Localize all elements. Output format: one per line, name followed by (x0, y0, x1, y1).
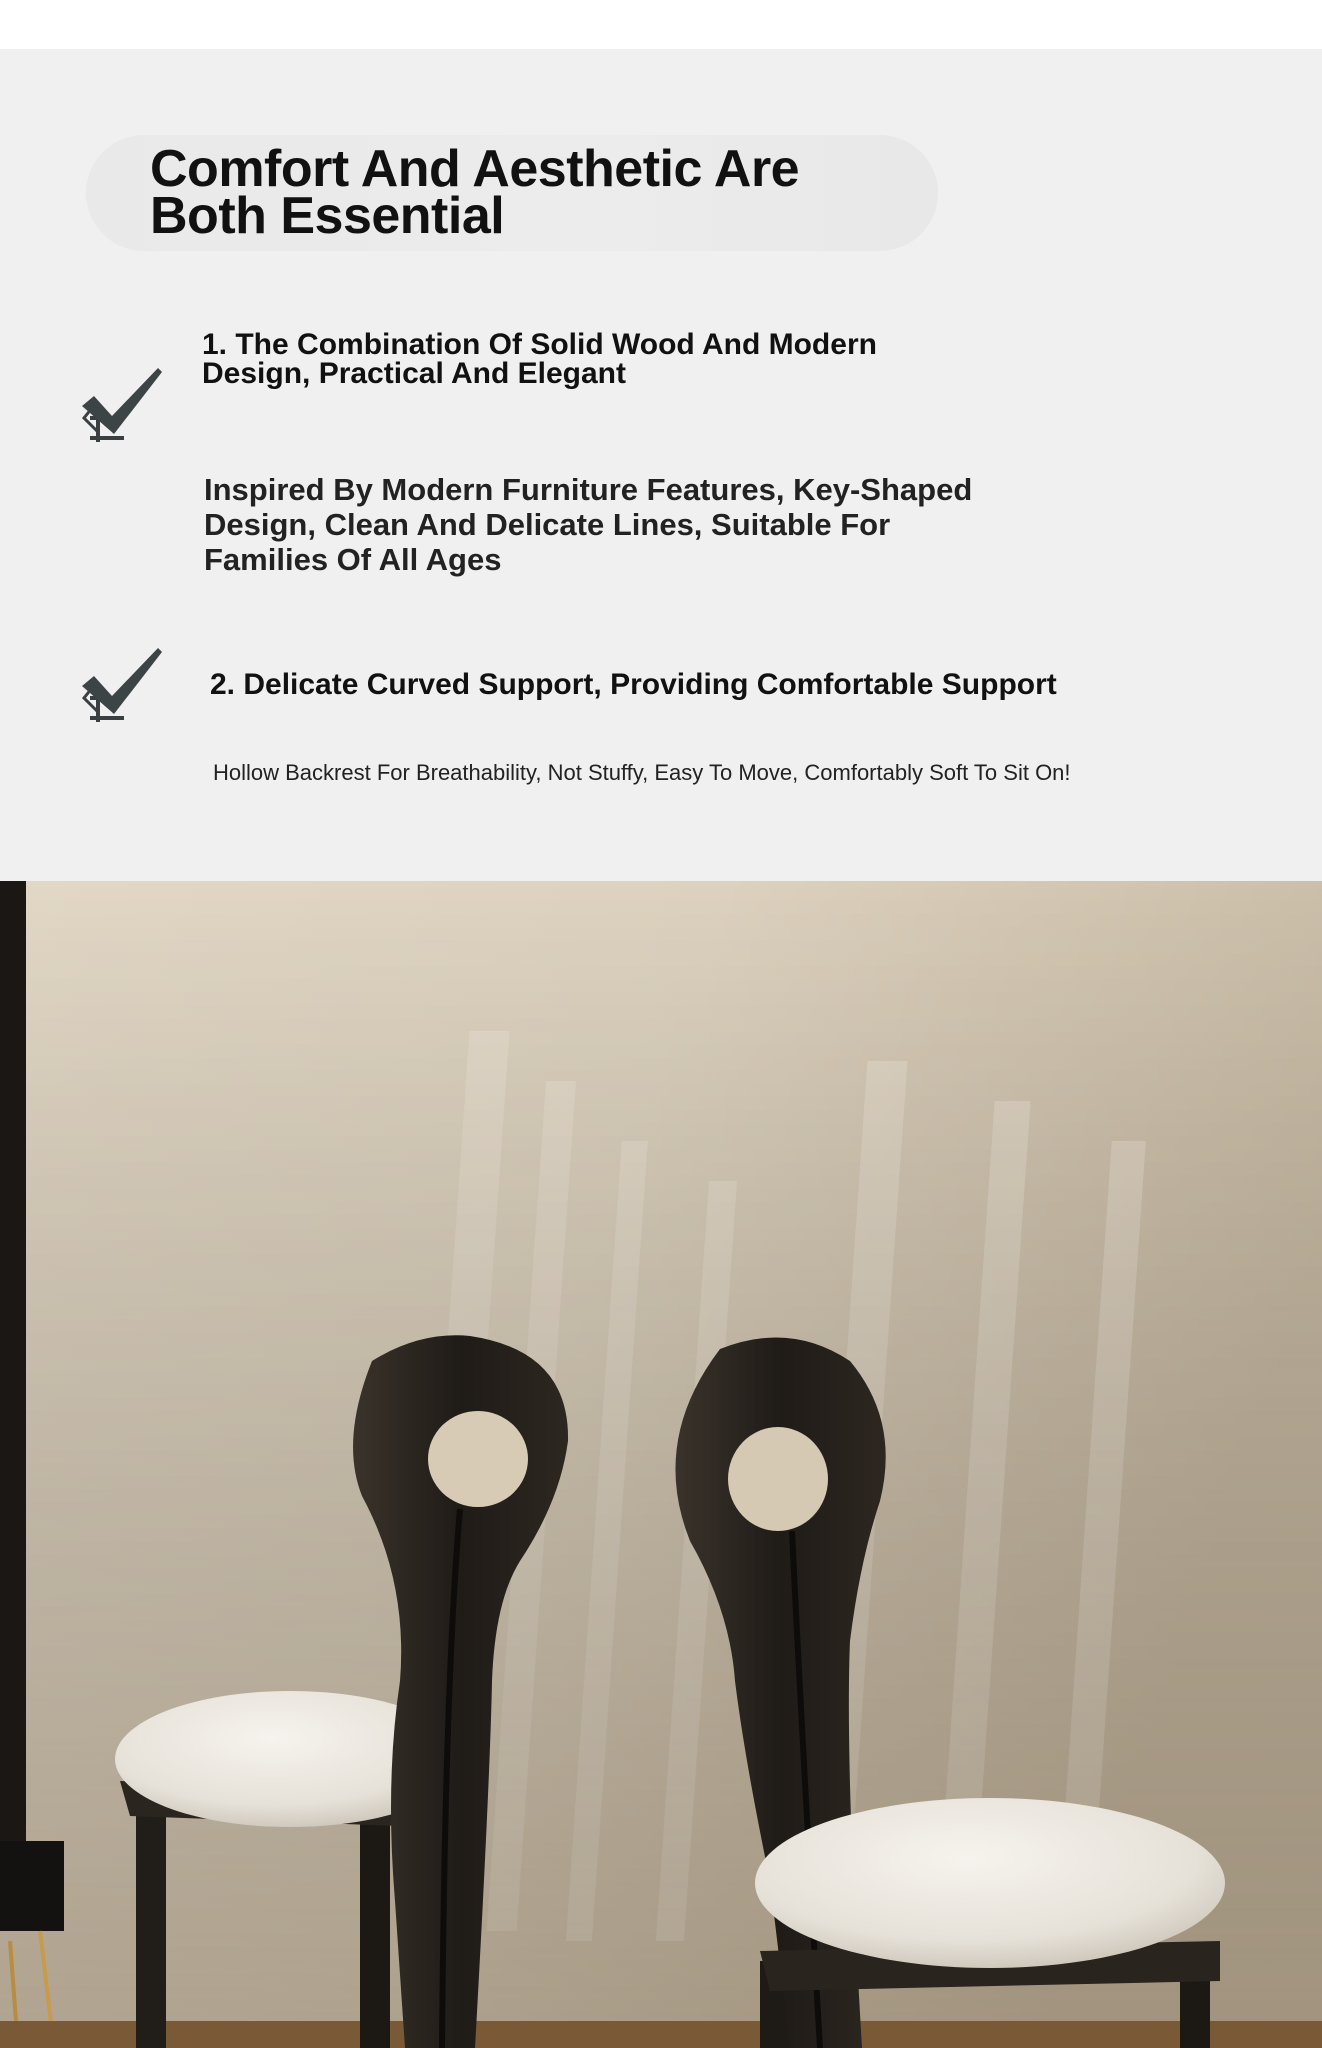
feature-1-description-line-1: Inspired By Modern Furniture Features, Key-Shaped (204, 472, 973, 507)
feature-1-description-line-3: Families Of All Ages (204, 542, 502, 577)
feature-1-heading (202, 330, 922, 388)
feature-1-description-line-2: Design, Clean And Delicate Lines, Suitable For (204, 507, 891, 542)
section-title (150, 140, 910, 245)
section-title-line-1: Comfort And Aesthetic Are (150, 140, 800, 198)
top-white-strip (0, 0, 1322, 49)
feature-2-description: Hollow Backrest For Breathability, Not Stuffy, Easy To Move, Comfortably Soft To Sit On! (213, 760, 1071, 785)
feature-1-heading-line-1: 1. The Combination Of Solid Wood And Modern (202, 328, 877, 361)
checkmark-icon (78, 362, 164, 442)
feature-1-heading-line-2: Design, Practical And Elegant (202, 357, 626, 390)
feature-1-description (204, 472, 1044, 577)
product-photo-chairs (0, 881, 1322, 2048)
section-title-line-2: Both Essential (150, 187, 505, 245)
feature-2-heading: 2. Delicate Curved Support, Providing Comfortable Support (210, 668, 1057, 701)
checkmark-icon (78, 642, 164, 722)
